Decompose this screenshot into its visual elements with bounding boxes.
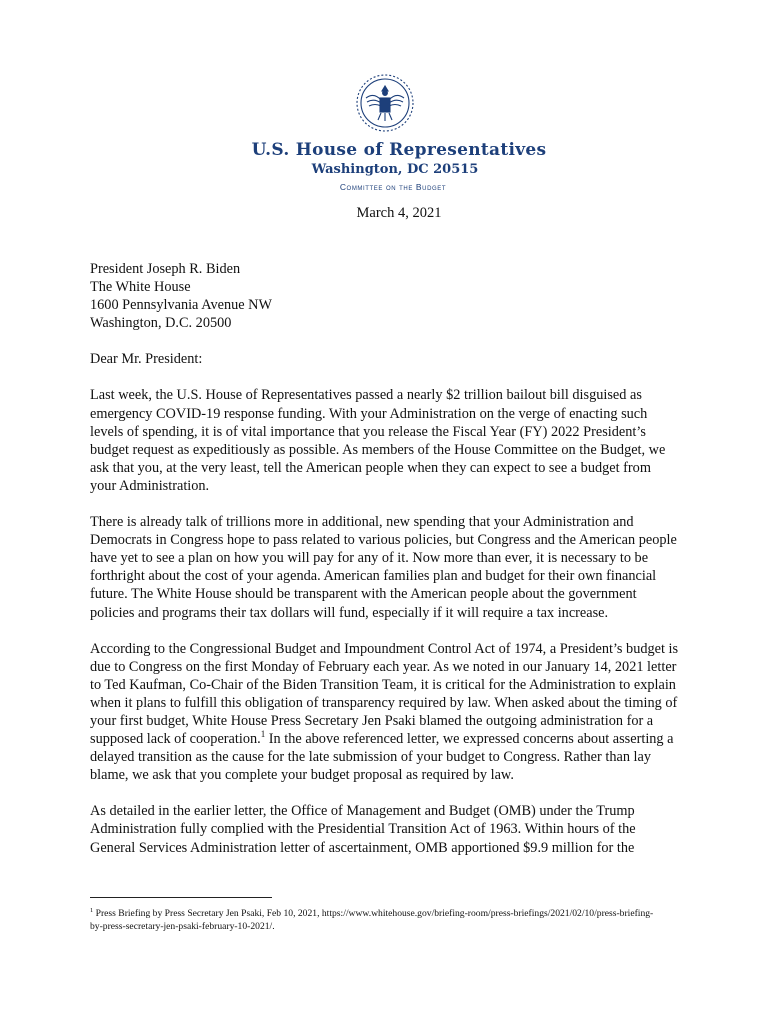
letterhead bbox=[0, 72, 770, 192]
letter-body bbox=[90, 260, 680, 857]
letter-date: March 4, 2021 bbox=[356, 205, 442, 221]
footnote-reference: 1 bbox=[260, 729, 266, 740]
paragraph-3-text: According to the Congressional Budget and Impoundment Control Act of 1974, a President’s budget is due to Congress on the first Monday of February each year. As we noted in our January 14, 2021 letter to Ted Kaufman, Co-Chair of the Biden Transition Team, it is critical for the Administration to explain when it plans to fulfill this obligation of transparency required by law. When asked about the timing of your first budget, White House Press Secretary Jen Psaki blamed the outgoing administration for a supposed lack of cooperation. bbox=[90, 640, 679, 748]
recipient-name: President Joseph R. Biden bbox=[90, 261, 241, 277]
footnote-marker: 1 bbox=[90, 907, 94, 914]
recipient-address bbox=[90, 260, 680, 332]
letterhead-title: U.S. House of Representatives bbox=[251, 140, 547, 160]
house-seal-eagle-icon bbox=[354, 72, 416, 134]
salutation: Dear Mr. President: bbox=[90, 351, 203, 368]
letterhead-city: Washington, DC 20515 bbox=[311, 162, 479, 177]
footnote bbox=[90, 905, 665, 933]
recipient-city: Washington, D.C. 20500 bbox=[90, 315, 232, 332]
paragraph-2: There is already talk of trillions more in additional, new spending that your Administration and Democrats in Congress hope to pass related to various policies, but Congress and the American people have yet to see a plan on how you will pay for any of it. Now more than ever, it is necessary to be forthright about the cost of your agenda. American families plan and budget for their own financial future. The White House should be transparent with the American people about the government policies and programs their tax dollars will fund, especially if it will require a tax increase. bbox=[90, 514, 677, 621]
paragraph-3-continued: In the above referenced letter, we expressed concerns about asserting a delayed transition as the cause for the late submission of your budget to Congress. Rather than lay blame, we ask that you complete your budget proposal as required by law. bbox=[90, 731, 674, 784]
recipient-office: The White House bbox=[90, 279, 191, 296]
paragraph-4: As detailed in the earlier letter, the Office of Management and Budget (OMB) under the Trump Administration fully complied with the Presidential Transition Act of 1963. Within hours of the General Services Administration letter of ascertainment, OMB apportioned $9.9 million for the bbox=[90, 803, 636, 856]
paragraph-1: Last week, the U.S. House of Representatives passed a nearly $2 trillion bailout bill disguised as emergency COVID-19 response funding. With your Administration on the verge of enacting such levels of spending, it is of vital importance that you release the Fiscal Year (FY) 2022 President’s budget request as expeditiously as possible. As members of the House Committee on the Budget, we ask that you, at the very least, tell the American people when they can expect to see a budget from your Administration. bbox=[90, 387, 666, 494]
letterhead-committee: Committee on the Budget bbox=[339, 182, 447, 192]
footnote-divider bbox=[90, 897, 272, 898]
paragraph-3 bbox=[90, 640, 680, 785]
footnote-text: Press Briefing by Press Secretary Jen Psaki, Feb 10, 2021, https://www.whitehouse.gov/briefing-room/press-briefings/2021/02/10/press-briefing-by-press-secretary-jen-psaki-february-10-2021/. bbox=[90, 908, 654, 932]
recipient-street: 1600 Pennsylvania Avenue NW bbox=[90, 297, 272, 314]
